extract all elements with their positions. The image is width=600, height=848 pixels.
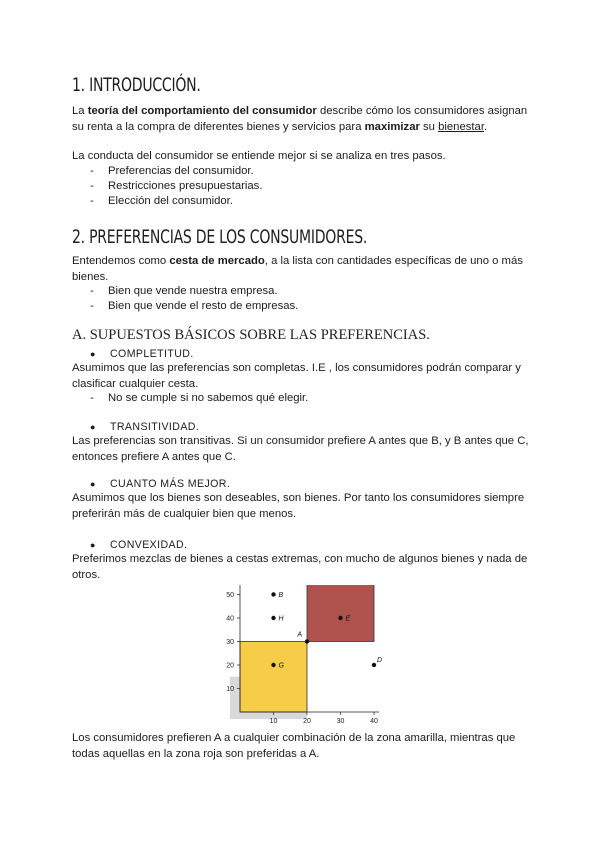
list-item: - No se cumple si no sabemos qué elegir. bbox=[90, 392, 309, 404]
convexidad-text: Preferimos mezclas de bienes a cestas extremas, con mucho de algunos bienes y nada de otros. bbox=[72, 553, 528, 581]
bienestar-link: bienestar bbox=[438, 120, 484, 133]
point-label-E: E bbox=[345, 615, 351, 623]
transitividad-title: ● TRANSITIVIDAD. bbox=[90, 421, 200, 433]
list-item: - Preferencias del consumidor. bbox=[90, 165, 254, 177]
point-label-H: H bbox=[278, 615, 284, 623]
x-tick-label: 40 bbox=[370, 718, 378, 725]
point-label-A: A bbox=[297, 631, 302, 639]
x-tick-label: 20 bbox=[303, 718, 311, 725]
section-1-heading: 1. INTRODUCCIÓN. bbox=[72, 74, 201, 96]
point-A bbox=[305, 639, 309, 643]
list-item: - Restricciones presupuestarias. bbox=[90, 180, 263, 192]
convexity-chart bbox=[220, 585, 390, 730]
list-item: - Elección del consumidor. bbox=[90, 195, 233, 207]
cuanto-mas-title: ● CUANTO MÁS MEJOR. bbox=[90, 478, 231, 490]
intro-paragraph: La teoría del comportamiento del consumidor describe cómo los consumidores asignan su renta a la compra de diferentes bienes y servicios para maximizar su bienestar. bbox=[72, 105, 528, 133]
basket-paragraph: Entendemos como cesta de mercado, a la lista con cantidades específicas de uno o más bienes. bbox=[72, 255, 523, 283]
y-tick-label: 30 bbox=[226, 639, 234, 646]
y-tick-label: 20 bbox=[226, 662, 234, 670]
y-tick-label: 40 bbox=[226, 615, 234, 623]
y-tick-label: 50 bbox=[226, 592, 234, 599]
x-tick-label: 10 bbox=[269, 718, 278, 725]
point-label-D: D bbox=[377, 657, 383, 664]
completitud-text: Asumimos que las preferencias son completas. I.E , los consumidores podrán comparar y clasificar cualquier cesta. bbox=[72, 362, 521, 390]
transitividad-text: Las preferencias son transitivas. Si un consumidor prefiere A antes que B, y B antes que C, entonces prefiere A antes que C. bbox=[72, 435, 529, 463]
point-E bbox=[338, 616, 342, 620]
list-item: - Bien que vende nuestra empresa. bbox=[90, 285, 278, 297]
steps-intro: La conducta del consumidor se entiende mejor si se analiza en tres pasos. bbox=[72, 150, 446, 162]
completitud-title: ● COMPLETITUD. bbox=[90, 348, 194, 360]
point-label-B: B bbox=[278, 592, 284, 599]
convexidad-title: ● CONVEXIDAD. bbox=[90, 539, 188, 551]
region-zona-roja bbox=[307, 585, 374, 642]
section-2-heading: 2. PREFERENCIAS DE LOS CONSUMIDORES. bbox=[72, 226, 368, 248]
subsection-a-heading: A. SUPUESTOS BÁSICOS SOBRE LAS PREFERENCIAS. bbox=[72, 327, 430, 343]
list-item: - Bien que vende el resto de empresas. bbox=[90, 300, 299, 312]
point-label-G: G bbox=[278, 662, 284, 670]
conclusion-text: Los consumidores prefieren A a cualquier combinación de la zona amarilla, mientras que todas aquellas en la zona roja son preferidas a A. bbox=[72, 732, 516, 760]
region-zona-amarilla bbox=[240, 642, 307, 713]
cuanto-mas-text: Asumimos que los bienes son deseables, son bienes. Por tanto los consumidores siempre preferirán más de cualquier bien que menos. bbox=[72, 492, 525, 520]
point-H bbox=[271, 616, 275, 620]
point-B bbox=[271, 592, 275, 596]
x-tick-label: 30 bbox=[336, 718, 345, 725]
point-G bbox=[271, 663, 275, 667]
y-tick-label: 10 bbox=[226, 686, 234, 693]
point-D bbox=[372, 663, 376, 667]
